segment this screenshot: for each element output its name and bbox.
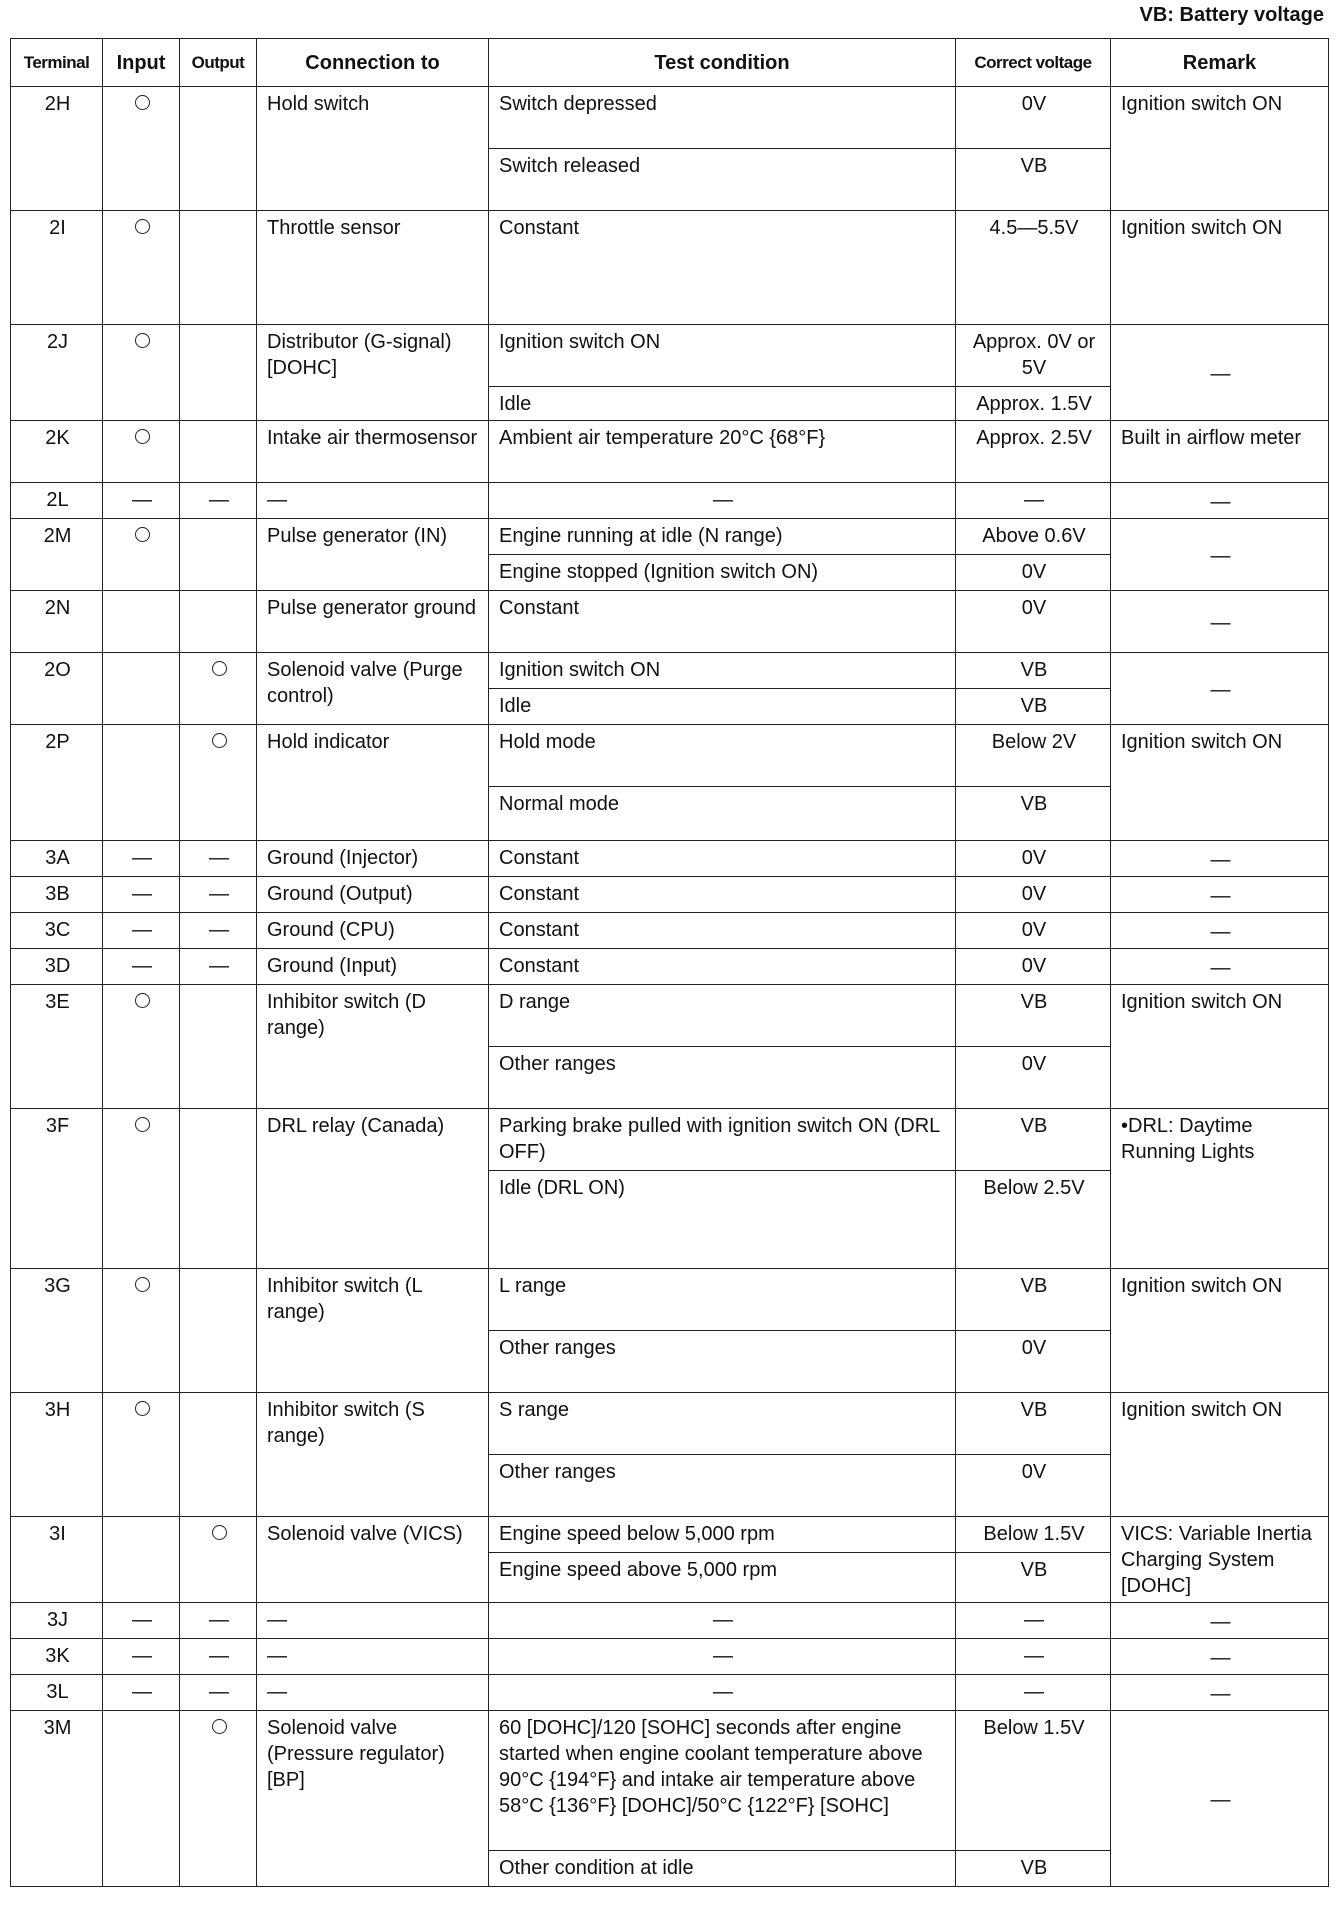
terminal-cell: 3C	[11, 913, 103, 949]
test-condition-cell: Engine stopped (Ignition switch ON)	[489, 555, 956, 591]
voltage-cell: —	[956, 483, 1111, 519]
test-condition-cell: Constant	[489, 841, 956, 877]
table-row	[11, 325, 1329, 387]
test-condition-cell: —	[489, 1639, 956, 1675]
output-cell	[180, 519, 257, 591]
voltage-cell: 4.5—5.5V	[956, 211, 1111, 325]
circle-mark-icon	[135, 219, 150, 234]
connection-cell: Solenoid valve (Pressure regulator) [BP]	[257, 1711, 489, 1887]
output-cell: —	[180, 913, 257, 949]
output-cell	[180, 653, 257, 725]
table-row	[11, 1675, 1329, 1711]
input-cell: —	[103, 1639, 180, 1675]
voltage-cell: Below 2.5V	[956, 1171, 1111, 1269]
remark-cell: VICS: Variable Inertia Charging System [DOHC]	[1111, 1517, 1329, 1603]
table-row	[11, 725, 1329, 787]
output-cell	[180, 1393, 257, 1517]
voltage-cell: VB	[956, 149, 1111, 211]
circle-mark-icon	[135, 527, 150, 542]
input-cell: —	[103, 877, 180, 913]
input-cell	[103, 519, 180, 591]
voltage-cell: 0V	[956, 87, 1111, 149]
terminal-cell: 3J	[11, 1603, 103, 1639]
output-cell	[180, 421, 257, 483]
terminal-cell: 2J	[11, 325, 103, 421]
voltage-cell: VB	[956, 787, 1111, 841]
input-cell: —	[103, 949, 180, 985]
voltage-cell: 0V	[956, 591, 1111, 653]
remark-cell: Ignition switch ON	[1111, 87, 1329, 211]
remark-cell: Ignition switch ON	[1111, 985, 1329, 1109]
test-condition-cell: —	[489, 1675, 956, 1711]
output-cell: —	[180, 877, 257, 913]
remark-cell: Ignition switch ON	[1111, 1269, 1329, 1393]
output-cell	[180, 211, 257, 325]
output-cell	[180, 325, 257, 421]
voltage-cell: —	[956, 1675, 1111, 1711]
voltage-cell: VB	[956, 689, 1111, 725]
input-cell	[103, 985, 180, 1109]
voltage-cell: 0V	[956, 841, 1111, 877]
voltage-cell: VB	[956, 1553, 1111, 1603]
input-cell: —	[103, 841, 180, 877]
connection-cell: Throttle sensor	[257, 211, 489, 325]
connection-cell: Distributor (G-signal) [DOHC]	[257, 325, 489, 421]
circle-mark-icon	[135, 1277, 150, 1292]
terminal-cell: 3E	[11, 985, 103, 1109]
table-row	[11, 211, 1329, 325]
remark-cell: —	[1111, 877, 1329, 913]
test-condition-cell: Parking brake pulled with ignition switch ON (DRL OFF)	[489, 1109, 956, 1171]
output-cell: —	[180, 949, 257, 985]
test-condition-cell: Ignition switch ON	[489, 653, 956, 689]
table-row	[11, 1711, 1329, 1851]
test-condition-cell: Constant	[489, 913, 956, 949]
input-cell	[103, 211, 180, 325]
table-row	[11, 591, 1329, 653]
output-cell	[180, 591, 257, 653]
remark-cell: —	[1111, 519, 1329, 591]
terminal-cell: 2L	[11, 483, 103, 519]
voltage-cell: 0V	[956, 555, 1111, 591]
input-cell: —	[103, 1603, 180, 1639]
table-body	[11, 87, 1329, 1887]
output-cell	[180, 1269, 257, 1393]
terminal-cell: 2P	[11, 725, 103, 841]
table-row	[11, 949, 1329, 985]
test-condition-cell: D range	[489, 985, 956, 1047]
circle-mark-icon	[212, 661, 227, 676]
test-condition-cell: Other ranges	[489, 1455, 956, 1517]
circle-mark-icon	[135, 1401, 150, 1416]
test-condition-cell: Engine speed above 5,000 rpm	[489, 1553, 956, 1603]
table-row	[11, 519, 1329, 555]
output-cell: —	[180, 1603, 257, 1639]
terminal-cell: 3A	[11, 841, 103, 877]
voltage-cell: VB	[956, 1851, 1111, 1887]
test-condition-cell: Constant	[489, 211, 956, 325]
input-cell	[103, 653, 180, 725]
voltage-cell: Approx. 0V or 5V	[956, 325, 1111, 387]
input-cell: —	[103, 483, 180, 519]
voltage-cell: 0V	[956, 1455, 1111, 1517]
remark-cell: —	[1111, 1675, 1329, 1711]
header-connection: Connection to	[257, 39, 489, 87]
table-row	[11, 1603, 1329, 1639]
test-condition-cell: L range	[489, 1269, 956, 1331]
circle-mark-icon	[135, 1117, 150, 1132]
connection-cell: —	[257, 1639, 489, 1675]
header-correct-voltage: Correct voltage	[956, 39, 1111, 87]
connection-cell: Inhibitor switch (L range)	[257, 1269, 489, 1393]
test-condition-cell: S range	[489, 1393, 956, 1455]
voltage-cell: VB	[956, 1109, 1111, 1171]
output-cell: —	[180, 1639, 257, 1675]
connection-cell: Intake air thermosensor	[257, 421, 489, 483]
connection-cell: DRL relay (Canada)	[257, 1109, 489, 1269]
connection-cell: Solenoid valve (VICS)	[257, 1517, 489, 1603]
terminal-cell: 2I	[11, 211, 103, 325]
circle-mark-icon	[212, 1719, 227, 1734]
table-row	[11, 1639, 1329, 1675]
remark-cell: —	[1111, 1711, 1329, 1887]
terminal-cell: 3L	[11, 1675, 103, 1711]
input-cell	[103, 1393, 180, 1517]
test-condition-cell: Idle (DRL ON)	[489, 1171, 956, 1269]
circle-mark-icon	[212, 1525, 227, 1540]
test-condition-cell: Ambient air temperature 20°C {68°F}	[489, 421, 956, 483]
terminal-cell: 3K	[11, 1639, 103, 1675]
table-row	[11, 1393, 1329, 1455]
remark-cell: —	[1111, 653, 1329, 725]
test-condition-cell: Other condition at idle	[489, 1851, 956, 1887]
terminal-voltage-table	[10, 38, 1329, 1887]
remark-cell: —	[1111, 483, 1329, 519]
table-row	[11, 1109, 1329, 1171]
table-row	[11, 913, 1329, 949]
table-row	[11, 483, 1329, 519]
remark-cell: Ignition switch ON	[1111, 1393, 1329, 1517]
test-condition-cell: Constant	[489, 949, 956, 985]
input-cell	[103, 725, 180, 841]
header-test-condition: Test condition	[489, 39, 956, 87]
voltage-cell: 0V	[956, 877, 1111, 913]
table-row	[11, 87, 1329, 149]
test-condition-cell: Switch released	[489, 149, 956, 211]
voltage-cell: Above 0.6V	[956, 519, 1111, 555]
circle-mark-icon	[212, 733, 227, 748]
remark-cell: —	[1111, 1603, 1329, 1639]
circle-mark-icon	[135, 993, 150, 1008]
input-cell	[103, 591, 180, 653]
output-cell	[180, 87, 257, 211]
connection-cell: Hold switch	[257, 87, 489, 211]
remark-cell: —	[1111, 1639, 1329, 1675]
table-header-row	[11, 39, 1329, 87]
input-cell	[103, 421, 180, 483]
input-cell	[103, 325, 180, 421]
table-row	[11, 877, 1329, 913]
input-cell	[103, 87, 180, 211]
circle-mark-icon	[135, 333, 150, 348]
voltage-cell: —	[956, 1603, 1111, 1639]
input-cell: —	[103, 1675, 180, 1711]
remark-cell: —	[1111, 325, 1329, 421]
battery-voltage-note: VB: Battery voltage	[1139, 4, 1324, 26]
voltage-cell: Below 1.5V	[956, 1517, 1111, 1553]
output-cell: —	[180, 1675, 257, 1711]
header-terminal: Terminal	[11, 39, 103, 87]
connection-cell: Ground (CPU)	[257, 913, 489, 949]
remark-cell: Built in airflow meter	[1111, 421, 1329, 483]
remark-cell: —	[1111, 591, 1329, 653]
output-cell	[180, 985, 257, 1109]
connection-cell: Hold indicator	[257, 725, 489, 841]
output-cell: —	[180, 841, 257, 877]
voltage-cell: —	[956, 1639, 1111, 1675]
voltage-cell: 0V	[956, 949, 1111, 985]
test-condition-cell: Constant	[489, 877, 956, 913]
voltage-cell: VB	[956, 985, 1111, 1047]
header-input: Input	[103, 39, 180, 87]
input-cell: —	[103, 913, 180, 949]
output-cell	[180, 1109, 257, 1269]
test-condition-cell: Other ranges	[489, 1047, 956, 1109]
test-condition-cell: Idle	[489, 689, 956, 725]
terminal-cell: 3D	[11, 949, 103, 985]
test-condition-cell: Constant	[489, 591, 956, 653]
voltage-cell: 0V	[956, 1047, 1111, 1109]
voltage-cell: Approx. 2.5V	[956, 421, 1111, 483]
table-row	[11, 985, 1329, 1047]
connection-cell: Inhibitor switch (S range)	[257, 1393, 489, 1517]
connection-cell: Pulse generator (IN)	[257, 519, 489, 591]
connection-cell: Pulse generator ground	[257, 591, 489, 653]
output-cell	[180, 1517, 257, 1603]
connection-cell: —	[257, 483, 489, 519]
remark-cell: •DRL: Daytime Running Lights	[1111, 1109, 1329, 1269]
test-condition-cell: Idle	[489, 387, 956, 421]
table-row	[11, 653, 1329, 689]
test-condition-cell: 60 [DOHC]/120 [SOHC] seconds after engine started when engine coolant temperature above 90°C {194°F} and intake air temperature above 58°C {136°F} [DOHC]/50°C {122°F} [SOHC]	[489, 1711, 956, 1851]
remark-cell: —	[1111, 841, 1329, 877]
voltage-cell: Below 1.5V	[956, 1711, 1111, 1851]
output-cell: —	[180, 483, 257, 519]
table-row	[11, 421, 1329, 483]
voltage-cell: Below 2V	[956, 725, 1111, 787]
circle-mark-icon	[135, 429, 150, 444]
voltage-cell: VB	[956, 1393, 1111, 1455]
connection-cell: —	[257, 1603, 489, 1639]
terminal-cell: 2H	[11, 87, 103, 211]
test-condition-cell: Engine speed below 5,000 rpm	[489, 1517, 956, 1553]
test-condition-cell: Engine running at idle (N range)	[489, 519, 956, 555]
terminal-cell: 2M	[11, 519, 103, 591]
test-condition-cell: —	[489, 1603, 956, 1639]
terminal-cell: 3F	[11, 1109, 103, 1269]
voltage-cell: VB	[956, 1269, 1111, 1331]
test-condition-cell: Hold mode	[489, 725, 956, 787]
terminal-cell: 3I	[11, 1517, 103, 1603]
test-condition-cell: Other ranges	[489, 1331, 956, 1393]
connection-cell: Ground (Injector)	[257, 841, 489, 877]
terminal-cell: 2O	[11, 653, 103, 725]
input-cell	[103, 1109, 180, 1269]
connection-cell: —	[257, 1675, 489, 1711]
voltage-cell: VB	[956, 653, 1111, 689]
voltage-cell: 0V	[956, 913, 1111, 949]
terminal-cell: 2K	[11, 421, 103, 483]
test-condition-cell: Ignition switch ON	[489, 325, 956, 387]
output-cell	[180, 1711, 257, 1887]
terminal-cell: 2N	[11, 591, 103, 653]
remark-cell: Ignition switch ON	[1111, 725, 1329, 841]
connection-cell: Solenoid valve (Purge control)	[257, 653, 489, 725]
terminal-cell: 3M	[11, 1711, 103, 1887]
output-cell	[180, 725, 257, 841]
remark-cell: Ignition switch ON	[1111, 211, 1329, 325]
connection-cell: Ground (Output)	[257, 877, 489, 913]
terminal-cell: 3H	[11, 1393, 103, 1517]
voltage-cell: 0V	[956, 1331, 1111, 1393]
test-condition-cell: Normal mode	[489, 787, 956, 841]
remark-cell: —	[1111, 949, 1329, 985]
circle-mark-icon	[135, 95, 150, 110]
input-cell	[103, 1711, 180, 1887]
remark-cell: —	[1111, 913, 1329, 949]
table-row	[11, 1517, 1329, 1553]
table-row	[11, 1269, 1329, 1331]
connection-cell: Ground (Input)	[257, 949, 489, 985]
connection-cell: Inhibitor switch (D range)	[257, 985, 489, 1109]
header-output: Output	[180, 39, 257, 87]
voltage-cell: Approx. 1.5V	[956, 387, 1111, 421]
test-condition-cell: —	[489, 483, 956, 519]
terminal-cell: 3G	[11, 1269, 103, 1393]
input-cell	[103, 1269, 180, 1393]
test-condition-cell: Switch depressed	[489, 87, 956, 149]
input-cell	[103, 1517, 180, 1603]
terminal-cell: 3B	[11, 877, 103, 913]
table-row	[11, 841, 1329, 877]
header-remark: Remark	[1111, 39, 1329, 87]
